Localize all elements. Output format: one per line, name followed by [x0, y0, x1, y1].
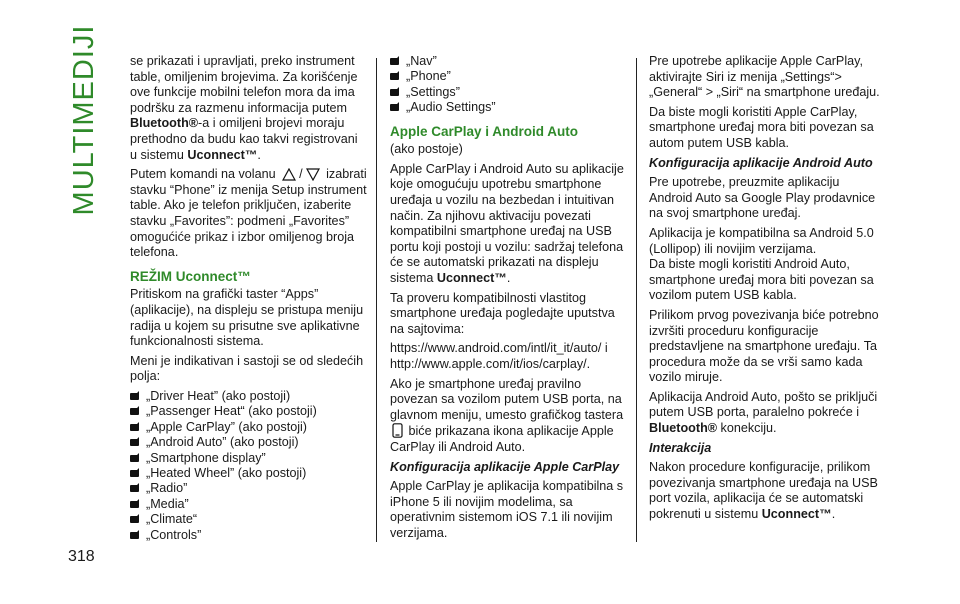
list-item: „Radio” — [130, 481, 368, 496]
triangle-down-icon — [306, 168, 320, 181]
column-2 — [390, 54, 628, 545]
list-item: „Nav” — [390, 54, 628, 69]
list-item: „Phone” — [390, 69, 628, 84]
subheading: Interakcija — [649, 440, 712, 455]
paragraph: Aplikacija Android Auto, pošto se priključi putem USB porta, paralelno pokreće i Bluetooth® konekciju. — [649, 389, 878, 436]
paragraph: Prilikom prvog povezivanja biće potrebno izvršiti proceduru konfiguracije predstavljene na smartphone uređaju. Ta procedura može da se vrši samo kada vozilo miruje. — [649, 307, 879, 385]
list-item: „Apple CarPlay” (ako postoji) — [130, 420, 368, 435]
column-3 — [649, 54, 885, 527]
paragraph: Aplikacija je kompatibilna sa Android 5.0 (Lollipop) ili novijim verzijama. — [649, 225, 874, 256]
list-item: „Driver Heat” (ako postoji) — [130, 389, 368, 404]
paragraph: Apple CarPlay i Android Auto su aplikacije koje omogućuju upotrebu smartphone uređaja u vozilu na bezbedan i intuitivan način. Za njihovu aktivaciju povezati kompatibilni smartphone uređaj na USB portu koji postoji u vozilu: sadržaj telefona će se automatski prikazati na displeju sistema Uconnect™. — [390, 161, 624, 285]
list-item: „Passenger Heat“ (ako postoji) — [130, 404, 368, 419]
paragraph: Meni je indikativan i sastoji se od sledećih polja: — [130, 353, 364, 384]
list-item: „Controls” — [130, 528, 368, 543]
list-item: „Media” — [130, 497, 368, 512]
section-heading: Apple CarPlay i Android Auto — [390, 123, 579, 139]
section-title: MULTIMEDIJI — [67, 24, 100, 216]
paragraph: se prikazati i upravljati, preko instrument table, omiljenim brojevima. Za korišćenje ove funkcije mobilni telefon mora da ima podršku za razmenu informacija putem Bluetooth®-a i omiljeni brojevi moraju prethodno da budu kao takvi registrovani u sistemu Uconnect™. — [130, 54, 358, 162]
paragraph: Da biste mogli koristiti Android Auto, smartphone uređaj mora biti povezan sa vozilom putem USB kabla. — [649, 257, 874, 303]
subheading: Konfiguracija aplikacije Android Auto — [649, 155, 873, 170]
triangle-up-icon — [282, 168, 296, 181]
paragraph: (ako postoje) — [390, 142, 463, 157]
list-item: „Climate“ — [130, 512, 368, 527]
paragraph: Putem komandi na volanu / izabrati stavku “Phone” iz menija Setup instrument table. Ako je telefon priključen, izaberite stavku „Favorites”: podmeni „Favorites” omogućiće prikaz i izbor omiljenog broja telefona. — [130, 167, 367, 260]
paragraph: Nakon procedure konfiguracije, prilikom povezivanja smartphone uređaja na USB port vozila, aplikacija će se automatski pokrenuti u sistemu Uconnect™. — [649, 460, 878, 522]
list-item: „Smartphone display” — [130, 451, 368, 466]
list-item: „Heated Wheel” (ako postoji) — [130, 466, 368, 481]
paragraph: Pritiskom na grafički taster “Apps” (aplikacije), na displeju se pristupa meniju radija u kojem su prisutne sve aplikativne funkcionalnosti sistema. — [130, 287, 364, 349]
paragraph: Apple CarPlay je aplikacija kompatibilna s iPhone 5 ili novijim modelima, sa operativnim sistemom iOS 7.1 ili novijim verzijama. — [390, 479, 624, 540]
column-divider-2 — [636, 58, 637, 542]
column-divider-1 — [376, 58, 377, 542]
page-number: 318 — [68, 548, 95, 565]
paragraph: Da biste mogli koristiti Apple CarPlay, smartphone uređaj mora biti povezan sa autom putem USB kabla. — [649, 104, 874, 150]
list-item: „Settings” — [390, 85, 628, 100]
list-item: „Android Auto” (ako postoji) — [130, 435, 368, 450]
section-heading: REŽIM Uconnect™ — [130, 268, 251, 284]
section-title-vertical — [64, 24, 104, 216]
column-1 — [130, 54, 368, 547]
paragraph: Ta proveru kompatibilnosti vlastitog smartphone uređaja pogledajte uputstva na sajtovima: — [390, 290, 615, 336]
paragraph: Ako je smartphone uređaj pravilno povezan sa vozilom putem USB porta, na glavnom meniju, umesto grafičkog tastera biće prikazana ikona aplikacije Apple CarPlay ili Android Auto. — [390, 376, 624, 454]
paragraph: Pre upotrebe, preuzmite aplikaciju Android Auto sa Google Play prodavnice na svoj smartphone uređaj. — [649, 175, 876, 221]
list-item: „Audio Settings” — [390, 100, 628, 115]
paragraph: https://www.android.com/intl/it_it/auto/ i http://www.apple.com/it/ios/carplay/. — [390, 341, 608, 371]
menu-fields-list-continued — [390, 54, 628, 116]
menu-fields-list — [130, 389, 368, 543]
phone-icon — [392, 423, 403, 438]
subheading: Konfiguracija aplikacije Apple CarPlay — [390, 459, 620, 474]
paragraph: Pre upotrebe aplikacije Apple CarPlay, aktivirajte Siri iz menija „Settings“> „General“ > „Siri“ na smartphone uređaju. — [649, 54, 880, 100]
